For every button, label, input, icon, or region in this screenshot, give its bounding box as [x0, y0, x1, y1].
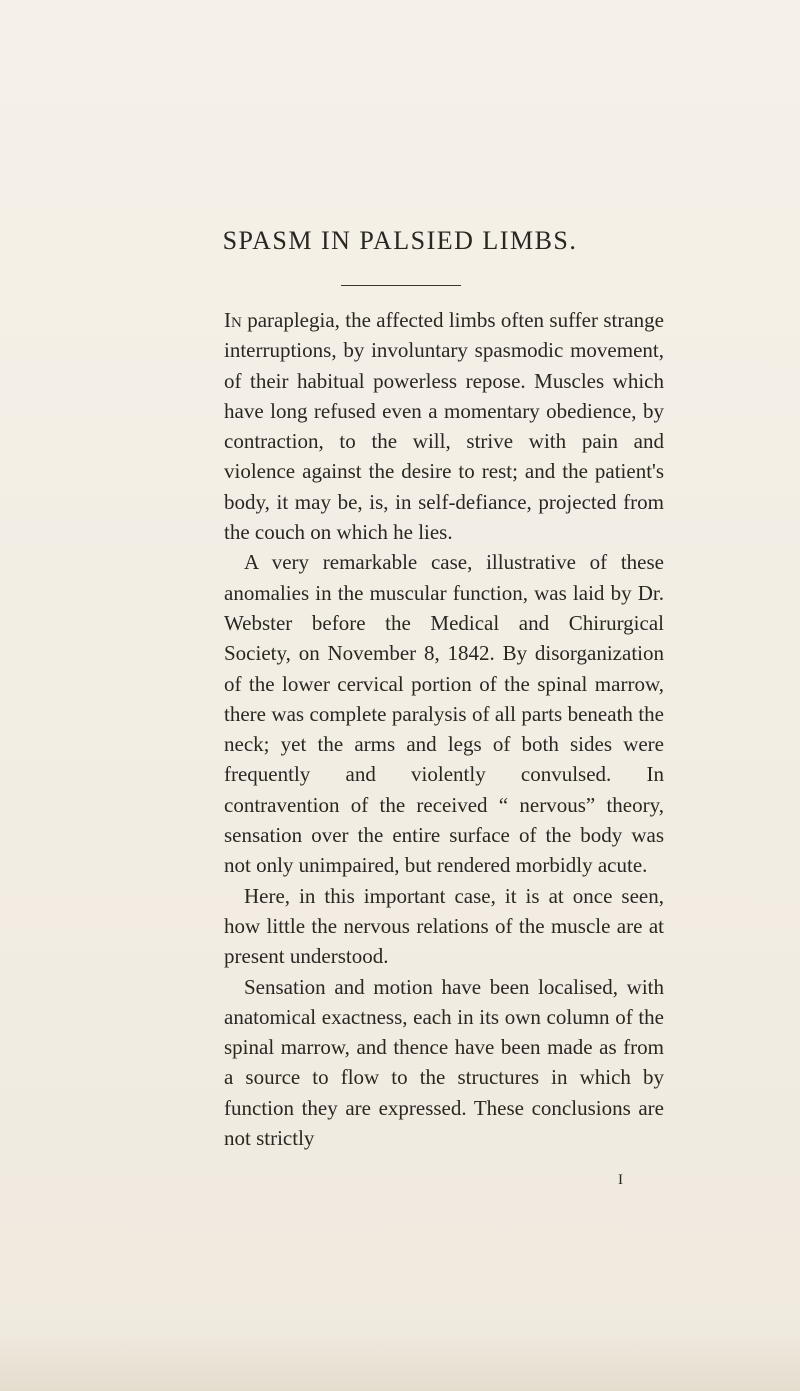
paragraph-3: Here, in this important case, it is at once seen, how little the nervous relations of the muscle are at present understood. — [224, 883, 664, 969]
page-edge-shadow — [0, 1331, 800, 1391]
paragraph-4: Sensation and motion have been localised, with anatomical exactness, each in its own column of the spinal marrow, and thence have been made as from a source to flow to the structures in which by function they are expressed. These conclusions are not strictly — [224, 974, 664, 1151]
paragraph-lead-word: In — [224, 308, 242, 332]
paragraph-1 — [224, 305, 664, 547]
paragraph-2: A very remarkable case, illustrative of these anomalies in the muscular function, was laid by Dr. Webster before the Medical and Chirurgical Society, on November 8, 1842. By disorganization of the lower cervical portion of the spinal marrow, there was complete paralysis of all parts beneath the neck; yet the arms and legs of both sides were frequently and violently convulsed. In contravention of the received “ nervous” theory, sensation over the entire surface of the body was not only unimpaired, but rendered morbidly acute. — [224, 550, 664, 878]
page-title: SPASM IN PALSIED LIMBS. — [222, 226, 578, 255]
body-text — [224, 305, 664, 1153]
paragraph-1-text: paraplegia, the affected limbs often suffer strange interruptions, by involuntary spasmodic movement, of their habitual powerless repose. Muscles which have long refused even a momentary obedience, by contraction, to the will, strive with pain and violence against the desire to rest; and the patient's body, it may be, is, in self-defiance, projected from the couch on which he lies. — [224, 308, 664, 545]
title-rule — [341, 285, 461, 286]
signature-mark: I — [618, 1172, 623, 1188]
